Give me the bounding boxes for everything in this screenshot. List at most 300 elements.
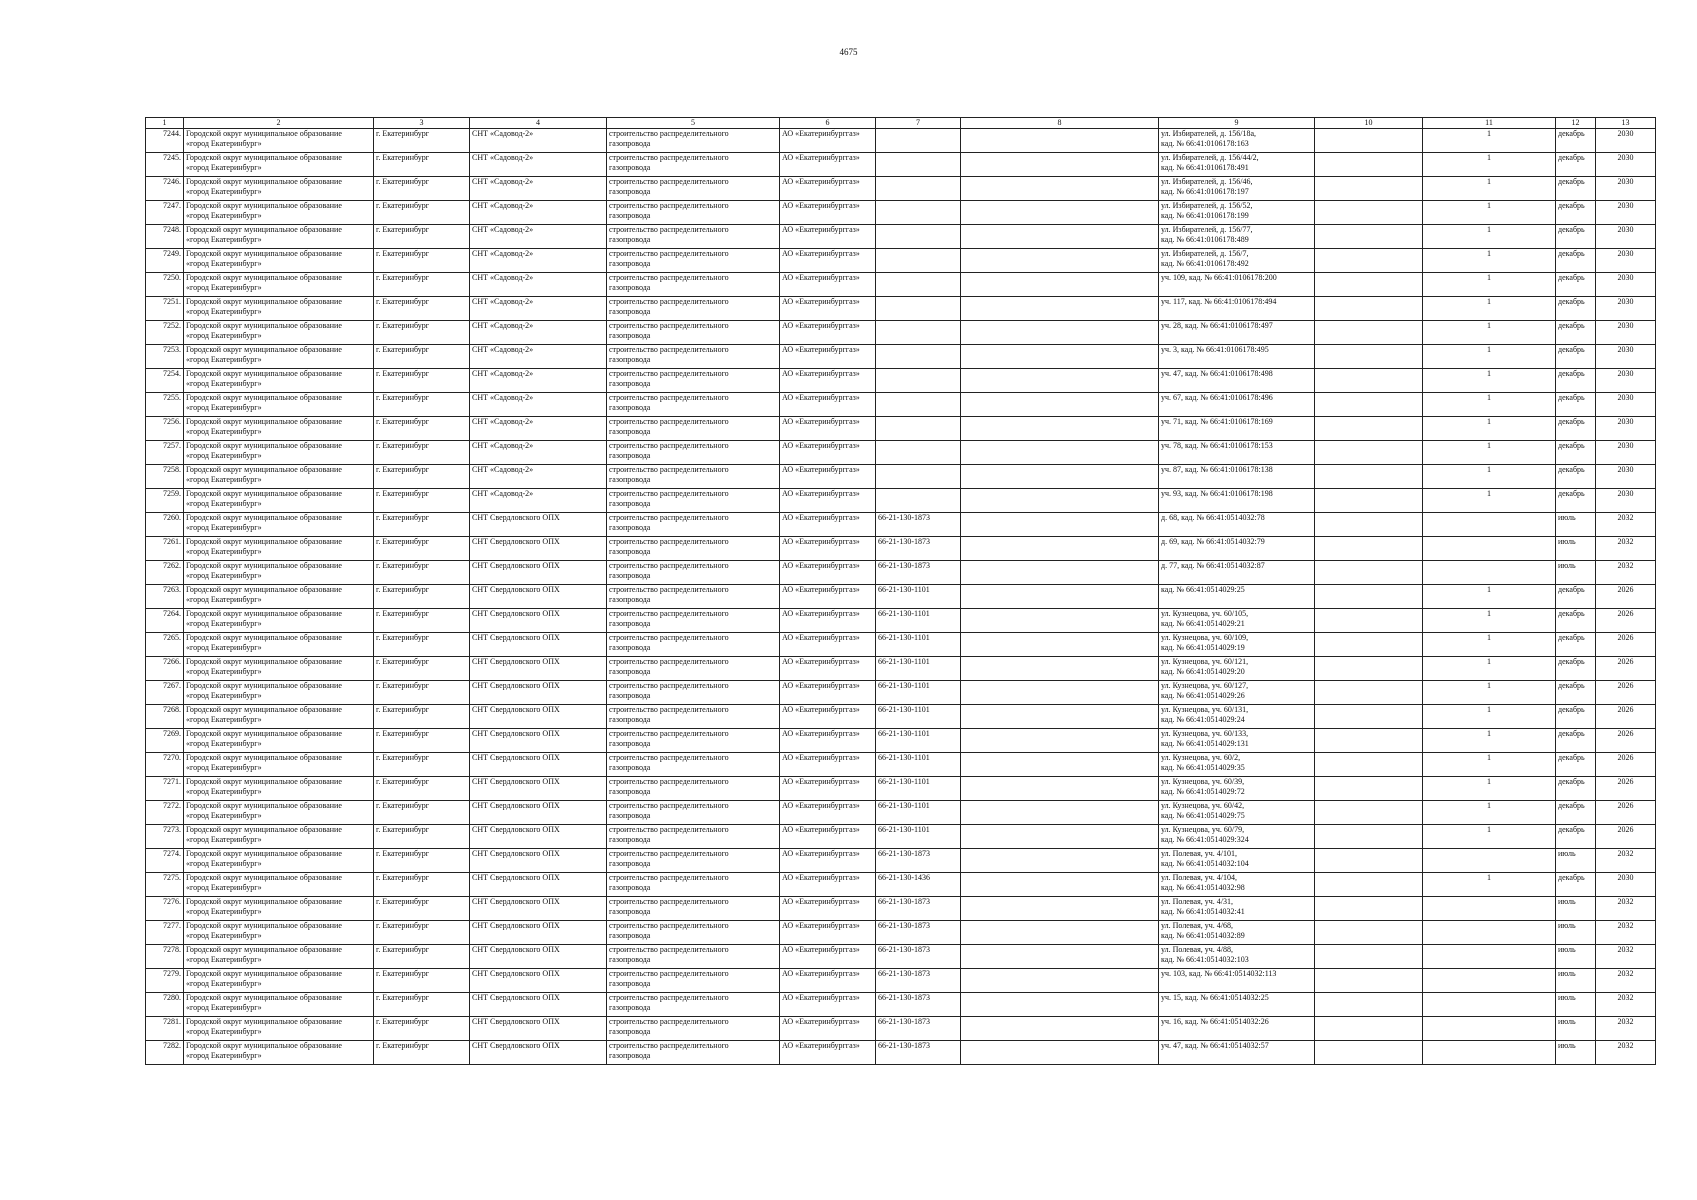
work-type-cell: строительство распределительного газопровода: [607, 801, 780, 825]
organization-cell: АО «Екатеринбурггаз»: [780, 825, 876, 849]
work-type-cell: строительство распределительного газопровода: [607, 441, 780, 465]
code-cell: 66-21-130-1873: [876, 945, 961, 969]
column-10-cell: [1315, 705, 1423, 729]
year-cell: 2030: [1596, 153, 1656, 177]
city-cell: г. Екатеринбург: [374, 705, 470, 729]
city-cell: г. Екатеринбург: [374, 849, 470, 873]
snt-cell: СНТ «Садовод-2»: [470, 369, 607, 393]
city-cell: г. Екатеринбург: [374, 489, 470, 513]
code-cell: [876, 177, 961, 201]
municipality-cell: Городской округ муниципальное образование «город Екатеринбург»: [184, 1041, 374, 1065]
work-type-cell: строительство распределительного газопровода: [607, 129, 780, 153]
year-cell: 2026: [1596, 753, 1656, 777]
year-cell: 2026: [1596, 657, 1656, 681]
table-row: [146, 537, 1656, 561]
column-10-cell: [1315, 297, 1423, 321]
municipality-cell: Городской округ муниципальное образование «город Екатеринбург»: [184, 465, 374, 489]
snt-cell: СНТ Свердловского ОПХ: [470, 705, 607, 729]
city-cell: г. Екатеринбург: [374, 873, 470, 897]
column-10-cell: [1315, 537, 1423, 561]
work-type-cell: строительство распределительного газопровода: [607, 273, 780, 297]
table-row: [146, 417, 1656, 441]
address-cell: уч. 47, кад. № 66:41:0106178:498: [1159, 369, 1315, 393]
column-header: 2: [184, 118, 374, 129]
address-cell: ул. Кузнецова, уч. 60/105, кад. № 66:41:0514029:21: [1159, 609, 1315, 633]
column-8-cell: [961, 585, 1159, 609]
column-10-cell: [1315, 345, 1423, 369]
month-cell: декабрь: [1556, 273, 1596, 297]
snt-cell: СНТ «Садовод-2»: [470, 489, 607, 513]
organization-cell: АО «Екатеринбурггаз»: [780, 177, 876, 201]
organization-cell: АО «Екатеринбурггаз»: [780, 729, 876, 753]
work-type-cell: строительство распределительного газопровода: [607, 897, 780, 921]
code-cell: 66-21-130-1101: [876, 801, 961, 825]
row-number: 7251.: [146, 297, 184, 321]
table-row: [146, 921, 1656, 945]
year-cell: 2026: [1596, 585, 1656, 609]
organization-cell: АО «Екатеринбурггаз»: [780, 873, 876, 897]
work-type-cell: строительство распределительного газопровода: [607, 345, 780, 369]
column-10-cell: [1315, 321, 1423, 345]
organization-cell: АО «Екатеринбурггаз»: [780, 777, 876, 801]
year-cell: 2030: [1596, 369, 1656, 393]
organization-cell: АО «Екатеринбурггаз»: [780, 633, 876, 657]
organization-cell: АО «Екатеринбурггаз»: [780, 681, 876, 705]
code-cell: 66-21-130-1873: [876, 921, 961, 945]
table-row: [146, 273, 1656, 297]
year-cell: 2026: [1596, 633, 1656, 657]
quantity-cell: [1423, 921, 1556, 945]
column-10-cell: [1315, 873, 1423, 897]
municipality-cell: Городской округ муниципальное образование «город Екатеринбург»: [184, 657, 374, 681]
row-number: 7272.: [146, 801, 184, 825]
city-cell: г. Екатеринбург: [374, 1017, 470, 1041]
address-cell: ул. Кузнецова, уч. 60/121, кад. № 66:41:0514029:20: [1159, 657, 1315, 681]
column-header: 3: [374, 118, 470, 129]
row-number: 7275.: [146, 873, 184, 897]
snt-cell: СНТ Свердловского ОПХ: [470, 1041, 607, 1065]
year-cell: 2032: [1596, 993, 1656, 1017]
table-row: [146, 681, 1656, 705]
work-type-cell: строительство распределительного газопровода: [607, 177, 780, 201]
municipality-cell: Городской округ муниципальное образование «город Екатеринбург»: [184, 513, 374, 537]
table-row: [146, 513, 1656, 537]
work-type-cell: строительство распределительного газопровода: [607, 993, 780, 1017]
snt-cell: СНТ Свердловского ОПХ: [470, 633, 607, 657]
row-number: 7264.: [146, 609, 184, 633]
work-type-cell: строительство распределительного газопровода: [607, 945, 780, 969]
quantity-cell: [1423, 897, 1556, 921]
code-cell: 66-21-130-1873: [876, 897, 961, 921]
column-8-cell: [961, 321, 1159, 345]
column-8-cell: [961, 993, 1159, 1017]
snt-cell: СНТ Свердловского ОПХ: [470, 921, 607, 945]
column-10-cell: [1315, 801, 1423, 825]
municipality-cell: Городской округ муниципальное образование «город Екатеринбург»: [184, 801, 374, 825]
month-cell: декабрь: [1556, 225, 1596, 249]
snt-cell: СНТ Свердловского ОПХ: [470, 537, 607, 561]
row-number: 7255.: [146, 393, 184, 417]
month-cell: декабрь: [1556, 465, 1596, 489]
municipality-cell: Городской округ муниципальное образование «город Екатеринбург»: [184, 993, 374, 1017]
city-cell: г. Екатеринбург: [374, 585, 470, 609]
code-cell: [876, 297, 961, 321]
column-header: 5: [607, 118, 780, 129]
snt-cell: СНТ Свердловского ОПХ: [470, 777, 607, 801]
quantity-cell: 1: [1423, 873, 1556, 897]
municipality-cell: Городской округ муниципальное образование «город Екатеринбург»: [184, 897, 374, 921]
municipality-cell: Городской округ муниципальное образование «город Екатеринбург»: [184, 705, 374, 729]
code-cell: [876, 417, 961, 441]
address-cell: д. 68, кад. № 66:41:0514032:78: [1159, 513, 1315, 537]
work-type-cell: строительство распределительного газопровода: [607, 705, 780, 729]
code-cell: 66-21-130-1101: [876, 825, 961, 849]
row-number: 7245.: [146, 153, 184, 177]
organization-cell: АО «Екатеринбурггаз»: [780, 321, 876, 345]
city-cell: г. Екатеринбург: [374, 609, 470, 633]
address-cell: уч. 87, кад. № 66:41:0106178:138: [1159, 465, 1315, 489]
organization-cell: АО «Екатеринбурггаз»: [780, 441, 876, 465]
column-10-cell: [1315, 441, 1423, 465]
quantity-cell: 1: [1423, 465, 1556, 489]
column-8-cell: [961, 345, 1159, 369]
work-type-cell: строительство распределительного газопровода: [607, 921, 780, 945]
table-row: [146, 849, 1656, 873]
snt-cell: СНТ «Садовод-2»: [470, 273, 607, 297]
quantity-cell: 1: [1423, 393, 1556, 417]
organization-cell: АО «Екатеринбурггаз»: [780, 489, 876, 513]
municipality-cell: Городской округ муниципальное образование «город Екатеринбург»: [184, 537, 374, 561]
quantity-cell: [1423, 1041, 1556, 1065]
work-type-cell: строительство распределительного газопровода: [607, 777, 780, 801]
snt-cell: СНТ «Садовод-2»: [470, 345, 607, 369]
city-cell: г. Екатеринбург: [374, 393, 470, 417]
quantity-cell: 1: [1423, 177, 1556, 201]
quantity-cell: [1423, 993, 1556, 1017]
year-cell: 2030: [1596, 393, 1656, 417]
municipality-cell: Городской округ муниципальное образование «город Екатеринбург»: [184, 561, 374, 585]
column-10-cell: [1315, 417, 1423, 441]
row-number: 7248.: [146, 225, 184, 249]
column-8-cell: [961, 513, 1159, 537]
table-row: [146, 969, 1656, 993]
column-10-cell: [1315, 633, 1423, 657]
work-type-cell: строительство распределительного газопровода: [607, 729, 780, 753]
row-number: 7269.: [146, 729, 184, 753]
code-cell: 66-21-130-1101: [876, 753, 961, 777]
row-number: 7247.: [146, 201, 184, 225]
table-row: [146, 993, 1656, 1017]
column-8-cell: [961, 177, 1159, 201]
column-10-cell: [1315, 945, 1423, 969]
organization-cell: АО «Екатеринбурггаз»: [780, 969, 876, 993]
organization-cell: АО «Екатеринбурггаз»: [780, 561, 876, 585]
column-10-cell: [1315, 921, 1423, 945]
city-cell: г. Екатеринбург: [374, 897, 470, 921]
work-type-cell: строительство распределительного газопровода: [607, 297, 780, 321]
column-8-cell: [961, 681, 1159, 705]
code-cell: 66-21-130-1101: [876, 705, 961, 729]
table-row: [146, 873, 1656, 897]
month-cell: июль: [1556, 537, 1596, 561]
column-header: 10: [1315, 118, 1423, 129]
work-type-cell: строительство распределительного газопровода: [607, 753, 780, 777]
municipality-cell: Городской округ муниципальное образование «город Екатеринбург»: [184, 849, 374, 873]
address-cell: ул. Полевая, уч. 4/88, кад. № 66:41:0514032:103: [1159, 945, 1315, 969]
municipality-cell: Городской округ муниципальное образование «город Екатеринбург»: [184, 273, 374, 297]
address-cell: уч. 78, кад. № 66:41:0106178:153: [1159, 441, 1315, 465]
code-cell: 66-21-130-1101: [876, 657, 961, 681]
month-cell: декабрь: [1556, 369, 1596, 393]
organization-cell: АО «Екатеринбурггаз»: [780, 657, 876, 681]
quantity-cell: 1: [1423, 825, 1556, 849]
column-10-cell: [1315, 849, 1423, 873]
city-cell: г. Екатеринбург: [374, 777, 470, 801]
quantity-cell: 1: [1423, 369, 1556, 393]
city-cell: г. Екатеринбург: [374, 537, 470, 561]
code-cell: [876, 345, 961, 369]
row-number: 7267.: [146, 681, 184, 705]
address-cell: д. 77, кад. № 66:41:0514032:87: [1159, 561, 1315, 585]
month-cell: декабрь: [1556, 441, 1596, 465]
city-cell: г. Екатеринбург: [374, 177, 470, 201]
work-type-cell: строительство распределительного газопровода: [607, 393, 780, 417]
organization-cell: АО «Екатеринбурггаз»: [780, 945, 876, 969]
year-cell: 2032: [1596, 969, 1656, 993]
city-cell: г. Екатеринбург: [374, 273, 470, 297]
column-8-cell: [961, 753, 1159, 777]
work-type-cell: строительство распределительного газопровода: [607, 561, 780, 585]
code-cell: 66-21-130-1101: [876, 585, 961, 609]
work-type-cell: строительство распределительного газопровода: [607, 1017, 780, 1041]
code-cell: [876, 153, 961, 177]
month-cell: июль: [1556, 1017, 1596, 1041]
quantity-cell: 1: [1423, 609, 1556, 633]
code-cell: 66-21-130-1873: [876, 537, 961, 561]
month-cell: декабрь: [1556, 777, 1596, 801]
organization-cell: АО «Екатеринбурггаз»: [780, 849, 876, 873]
snt-cell: СНТ Свердловского ОПХ: [470, 561, 607, 585]
row-number: 7258.: [146, 465, 184, 489]
quantity-cell: 1: [1423, 417, 1556, 441]
municipality-cell: Городской округ муниципальное образование «город Екатеринбург»: [184, 225, 374, 249]
column-8-cell: [961, 249, 1159, 273]
month-cell: декабрь: [1556, 681, 1596, 705]
month-cell: декабрь: [1556, 345, 1596, 369]
city-cell: г. Екатеринбург: [374, 825, 470, 849]
year-cell: 2030: [1596, 225, 1656, 249]
column-header: 12: [1556, 118, 1596, 129]
organization-cell: АО «Екатеринбурггаз»: [780, 753, 876, 777]
city-cell: г. Екатеринбург: [374, 321, 470, 345]
year-cell: 2032: [1596, 921, 1656, 945]
column-8-cell: [961, 561, 1159, 585]
quantity-cell: 1: [1423, 249, 1556, 273]
municipality-cell: Городской округ муниципальное образование «город Екатеринбург»: [184, 417, 374, 441]
month-cell: июль: [1556, 993, 1596, 1017]
work-type-cell: строительство распределительного газопровода: [607, 225, 780, 249]
work-type-cell: строительство распределительного газопровода: [607, 369, 780, 393]
snt-cell: СНТ «Садовод-2»: [470, 225, 607, 249]
year-cell: 2030: [1596, 489, 1656, 513]
code-cell: [876, 489, 961, 513]
table-row: [146, 321, 1656, 345]
column-10-cell: [1315, 201, 1423, 225]
column-8-cell: [961, 849, 1159, 873]
snt-cell: СНТ «Садовод-2»: [470, 417, 607, 441]
column-8-cell: [961, 441, 1159, 465]
municipality-cell: Городской округ муниципальное образование «город Екатеринбург»: [184, 873, 374, 897]
work-type-cell: строительство распределительного газопровода: [607, 849, 780, 873]
address-cell: ул. Кузнецова, уч. 60/131, кад. № 66:41:0514029:24: [1159, 705, 1315, 729]
municipality-cell: Городской округ муниципальное образование «город Екатеринбург»: [184, 753, 374, 777]
table-row: [146, 561, 1656, 585]
work-type-cell: строительство распределительного газопровода: [607, 969, 780, 993]
row-number: 7252.: [146, 321, 184, 345]
table-row: [146, 393, 1656, 417]
row-number: 7281.: [146, 1017, 184, 1041]
month-cell: декабрь: [1556, 177, 1596, 201]
snt-cell: СНТ Свердловского ОПХ: [470, 729, 607, 753]
quantity-cell: 1: [1423, 705, 1556, 729]
code-cell: 66-21-130-1101: [876, 681, 961, 705]
address-cell: уч. 103, кад. № 66:41:0514032:113: [1159, 969, 1315, 993]
organization-cell: АО «Екатеринбурггаз»: [780, 273, 876, 297]
row-number: 7266.: [146, 657, 184, 681]
registry-body: [146, 129, 1656, 1065]
municipality-cell: Городской округ муниципальное образование «город Екатеринбург»: [184, 777, 374, 801]
quantity-cell: [1423, 849, 1556, 873]
work-type-cell: строительство распределительного газопровода: [607, 681, 780, 705]
city-cell: г. Екатеринбург: [374, 441, 470, 465]
month-cell: декабрь: [1556, 201, 1596, 225]
year-cell: 2032: [1596, 513, 1656, 537]
month-cell: декабрь: [1556, 657, 1596, 681]
row-number: 7260.: [146, 513, 184, 537]
address-cell: ул. Полевая, уч. 4/68, кад. № 66:41:0514032:89: [1159, 921, 1315, 945]
snt-cell: СНТ Свердловского ОПХ: [470, 657, 607, 681]
snt-cell: СНТ Свердловского ОПХ: [470, 849, 607, 873]
snt-cell: СНТ «Садовод-2»: [470, 441, 607, 465]
month-cell: декабрь: [1556, 153, 1596, 177]
organization-cell: АО «Екатеринбурггаз»: [780, 345, 876, 369]
city-cell: г. Екатеринбург: [374, 513, 470, 537]
year-cell: 2032: [1596, 537, 1656, 561]
row-number: 7268.: [146, 705, 184, 729]
snt-cell: СНТ Свердловского ОПХ: [470, 609, 607, 633]
year-cell: 2030: [1596, 297, 1656, 321]
table-row: [146, 1017, 1656, 1041]
column-header: 1: [146, 118, 184, 129]
column-8-cell: [961, 969, 1159, 993]
column-10-cell: [1315, 273, 1423, 297]
address-cell: ул. Кузнецова, уч. 60/2, кад. № 66:41:0514029:35: [1159, 753, 1315, 777]
table-row: [146, 441, 1656, 465]
year-cell: 2030: [1596, 201, 1656, 225]
header-row: [146, 118, 1656, 129]
municipality-cell: Городской округ муниципальное образование «город Екатеринбург»: [184, 489, 374, 513]
year-cell: 2032: [1596, 561, 1656, 585]
table-row: [146, 129, 1656, 153]
quantity-cell: [1423, 537, 1556, 561]
column-10-cell: [1315, 249, 1423, 273]
year-cell: 2026: [1596, 825, 1656, 849]
column-header: 6: [780, 118, 876, 129]
city-cell: г. Екатеринбург: [374, 369, 470, 393]
address-cell: уч. 47, кад. № 66:41:0514032:57: [1159, 1041, 1315, 1065]
quantity-cell: 1: [1423, 273, 1556, 297]
column-8-cell: [961, 801, 1159, 825]
column-header: 11: [1423, 118, 1556, 129]
address-cell: ул. Кузнецова, уч. 60/127, кад. № 66:41:0514029:26: [1159, 681, 1315, 705]
work-type-cell: строительство распределительного газопровода: [607, 321, 780, 345]
municipality-cell: Городской округ муниципальное образование «город Екатеринбург»: [184, 321, 374, 345]
snt-cell: СНТ «Садовод-2»: [470, 321, 607, 345]
address-cell: уч. 16, кад. № 66:41:0514032:26: [1159, 1017, 1315, 1041]
month-cell: декабрь: [1556, 609, 1596, 633]
snt-cell: СНТ Свердловского ОПХ: [470, 801, 607, 825]
municipality-cell: Городской округ муниципальное образование «город Екатеринбург»: [184, 441, 374, 465]
address-cell: ул. Избирателей, д. 156/7, кад. № 66:41:0106178:492: [1159, 249, 1315, 273]
column-10-cell: [1315, 657, 1423, 681]
organization-cell: АО «Екатеринбурггаз»: [780, 201, 876, 225]
organization-cell: АО «Екатеринбурггаз»: [780, 801, 876, 825]
column-8-cell: [961, 1017, 1159, 1041]
table-row: [146, 729, 1656, 753]
work-type-cell: строительство распределительного газопровода: [607, 249, 780, 273]
column-8-cell: [961, 153, 1159, 177]
row-number: 7274.: [146, 849, 184, 873]
row-number: 7280.: [146, 993, 184, 1017]
work-type-cell: строительство распределительного газопровода: [607, 657, 780, 681]
column-10-cell: [1315, 729, 1423, 753]
registry-table: [145, 117, 1656, 1065]
row-number: 7253.: [146, 345, 184, 369]
work-type-cell: строительство распределительного газопровода: [607, 201, 780, 225]
table-row: [146, 201, 1656, 225]
quantity-cell: 1: [1423, 729, 1556, 753]
work-type-cell: строительство распределительного газопровода: [607, 417, 780, 441]
snt-cell: СНТ Свердловского ОПХ: [470, 969, 607, 993]
address-cell: ул. Полевая, уч. 4/31, кад. № 66:41:0514032:41: [1159, 897, 1315, 921]
row-number: 7249.: [146, 249, 184, 273]
column-8-cell: [961, 417, 1159, 441]
city-cell: г. Екатеринбург: [374, 993, 470, 1017]
row-number: 7261.: [146, 537, 184, 561]
month-cell: декабрь: [1556, 393, 1596, 417]
column-10-cell: [1315, 993, 1423, 1017]
code-cell: [876, 201, 961, 225]
snt-cell: СНТ Свердловского ОПХ: [470, 945, 607, 969]
work-type-cell: строительство распределительного газопровода: [607, 1041, 780, 1065]
column-10-cell: [1315, 393, 1423, 417]
column-10-cell: [1315, 513, 1423, 537]
column-8-cell: [961, 129, 1159, 153]
table-row: [146, 609, 1656, 633]
row-number: 7273.: [146, 825, 184, 849]
work-type-cell: строительство распределительного газопровода: [607, 609, 780, 633]
table-row: [146, 1041, 1656, 1065]
snt-cell: СНТ «Садовод-2»: [470, 393, 607, 417]
organization-cell: АО «Екатеринбурггаз»: [780, 249, 876, 273]
address-cell: д. 69, кад. № 66:41:0514032:79: [1159, 537, 1315, 561]
year-cell: 2030: [1596, 441, 1656, 465]
municipality-cell: Городской округ муниципальное образование «город Екатеринбург»: [184, 945, 374, 969]
table-row: [146, 249, 1656, 273]
column-10-cell: [1315, 153, 1423, 177]
city-cell: г. Екатеринбург: [374, 225, 470, 249]
quantity-cell: 1: [1423, 441, 1556, 465]
